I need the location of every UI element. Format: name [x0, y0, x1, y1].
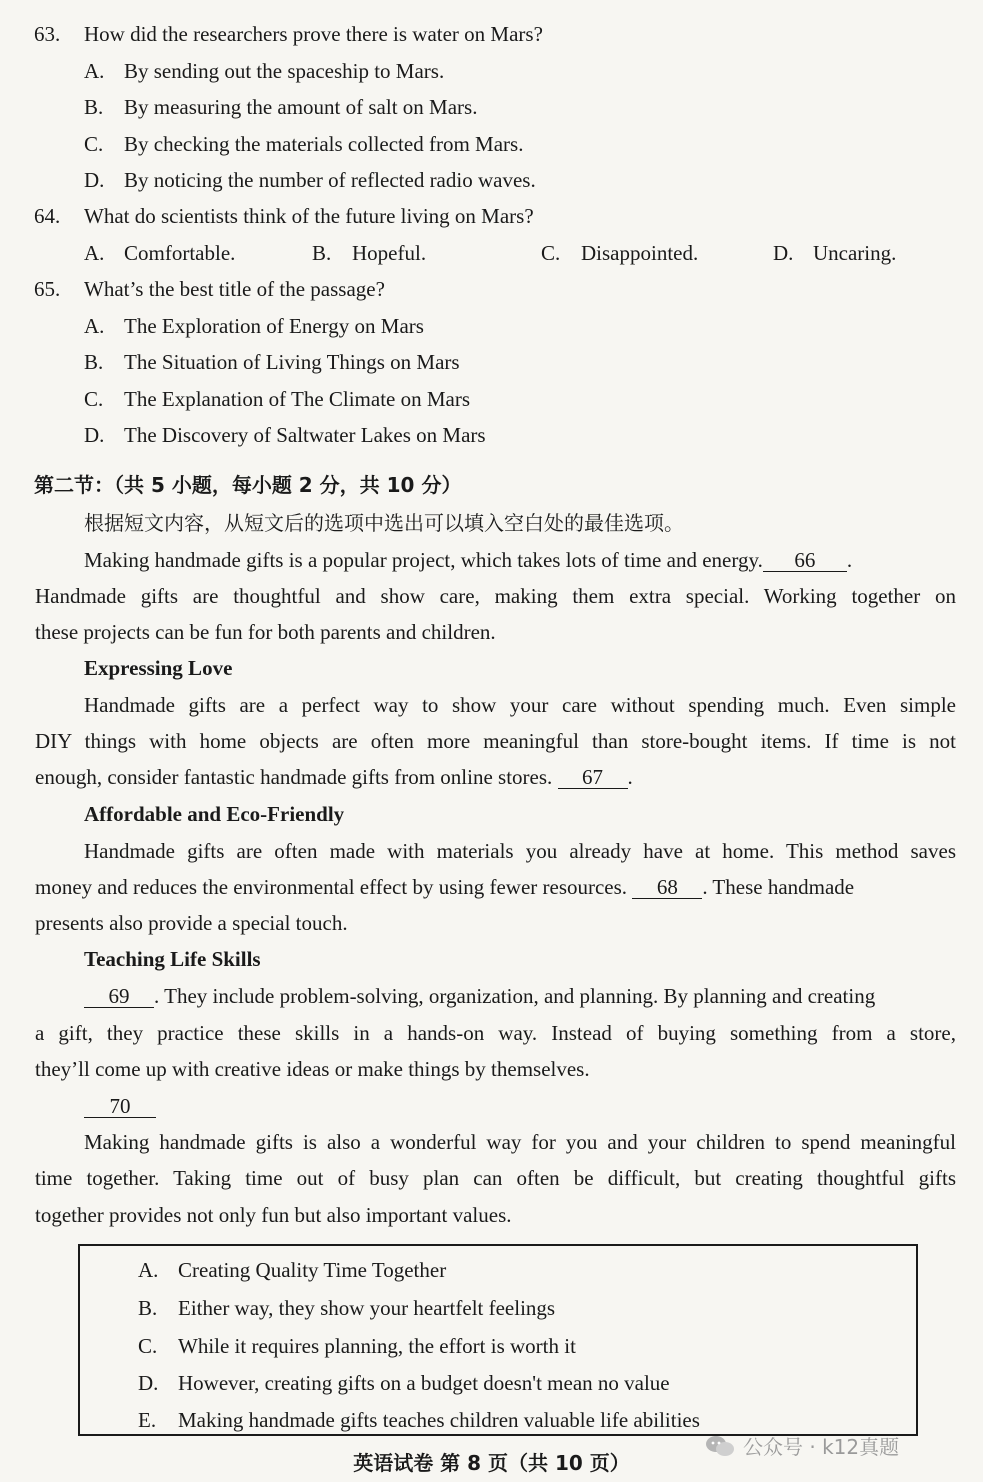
option-letter: D. [773, 241, 794, 265]
option [84, 422, 486, 448]
page-footer: 英语试卷 第 8 页（共 10 页） [353, 1451, 630, 1475]
question-stem: What’s the best title of the passage? [84, 277, 385, 301]
option [84, 240, 235, 266]
blank-66: 66 [763, 549, 847, 572]
option-letter: D. [84, 168, 105, 192]
option-text: Hopeful. [352, 241, 427, 265]
option [84, 94, 477, 120]
choice-letter: C. [138, 1334, 158, 1358]
blank-68: 68 [632, 876, 702, 899]
passage-line: Handmade gifts are often made with materials you already have at home. This method saves [84, 839, 956, 863]
option [84, 313, 424, 339]
choice [138, 1333, 576, 1359]
option-text: Disappointed. [581, 241, 699, 265]
choice-letter: E. [138, 1408, 157, 1432]
question-stem: How did the researchers prove there is water on Mars? [84, 22, 543, 46]
passage-line: together provides not only fun but also important values. [35, 1203, 512, 1227]
subheading: Expressing Love [84, 656, 233, 680]
choice [138, 1370, 670, 1396]
option-letter: C. [84, 387, 104, 411]
choice-letter: A. [138, 1258, 159, 1282]
passage-line: these projects can be fun for both parents and children. [35, 620, 496, 644]
passage-line: Handmade gifts are thoughtful and show care, making them extra special. Working together on [35, 584, 956, 608]
option-text: By sending out the spaceship to Mars. [124, 59, 445, 83]
option-text: The Situation of Living Things on Mars [124, 350, 460, 374]
option [84, 58, 444, 84]
option-letter: A. [84, 314, 105, 338]
option-text: By measuring the amount of salt on Mars. [124, 95, 478, 119]
choice [138, 1407, 700, 1433]
passage-text: . These handmade [702, 875, 855, 899]
option [84, 349, 460, 375]
passage-line: Handmade gifts are a perfect way to show your care without spending much. Even simple [84, 693, 956, 717]
option [84, 167, 536, 193]
option-text: The Exploration of Energy on Mars [124, 314, 424, 338]
subheading: Affordable and Eco-Friendly [84, 802, 345, 826]
option-text: The Discovery of Saltwater Lakes on Mars [124, 423, 486, 447]
option-text: By checking the materials collected from Mars. [124, 132, 524, 156]
passage-line [84, 547, 852, 573]
option [84, 131, 523, 157]
passage-line: DIY things with home objects are often more meaningful than store-bought items. If time is not [35, 729, 956, 753]
passage-line [84, 983, 956, 1009]
passage-line: Making handmade gifts is also a wonderful way for you and your children to spend meaningful [84, 1130, 956, 1154]
option-letter: C. [84, 132, 104, 156]
section-heading: 第二节：（共 5 小题，每小题 2 分，共 10 分） [34, 473, 462, 497]
blank-70: 70 [84, 1095, 156, 1118]
option [541, 240, 698, 266]
option-text: The Explanation of The Climate on Mars [124, 387, 471, 411]
passage-text: money and reduces the environmental effect by using fewer resources. [35, 875, 628, 899]
choice-letter: B. [138, 1296, 158, 1320]
choice-text: Creating Quality Time Together [178, 1258, 447, 1282]
choice-text: While it requires planning, the effort is worth it [178, 1334, 576, 1358]
wechat-icon [705, 1434, 735, 1458]
option-letter: B. [84, 95, 104, 119]
question-number: 65. [34, 277, 61, 301]
passage-line: they’ll come up with creative ideas or make things by themselves. [35, 1057, 590, 1081]
passage-text: Making handmade gifts is a popular project, which takes lots of time and energy. [84, 548, 763, 572]
option-text: By noticing the number of reflected radio waves. [124, 168, 536, 192]
question-number: 64. [34, 204, 61, 228]
question-number: 63. [34, 22, 61, 46]
passage-line [35, 874, 854, 900]
passage-text: . [846, 548, 853, 572]
choice-text: However, creating gifts on a budget doesn't mean no value [178, 1371, 670, 1395]
option [773, 240, 896, 266]
option-letter: B. [312, 241, 332, 265]
option-text: Comfortable. [124, 241, 236, 265]
subheading: Teaching Life Skills [84, 947, 261, 971]
passage-line: time together. Taking time out of busy plan can often be difficult, but creating thoughtful gifts [35, 1166, 956, 1190]
passage-line: presents also provide a special touch. [35, 911, 348, 935]
passage-text: . They include problem-solving, organization, and planning. By planning and creating [154, 984, 876, 1008]
option-letter: C. [541, 241, 561, 265]
option [312, 240, 426, 266]
question-stem: What do scientists think of the future living on Mars? [84, 204, 534, 228]
choice [138, 1295, 555, 1321]
passage-line [84, 1093, 156, 1119]
section-instruction: 根据短文内容，从短文后的选项中选出可以填入空白处的最佳选项。 [84, 511, 684, 535]
option-letter: B. [84, 350, 104, 374]
option-letter: A. [84, 59, 105, 83]
blank-69: 69 [84, 985, 154, 1008]
option [84, 386, 470, 412]
watermark [705, 1431, 899, 1460]
choices-box [78, 1244, 918, 1436]
watermark-text: 公众号 · k12真题 [743, 1435, 900, 1459]
passage-line [35, 764, 633, 790]
option-letter: A. [84, 241, 105, 265]
choice [138, 1257, 446, 1283]
passage-text: . [627, 765, 633, 789]
option-letter: D. [84, 423, 105, 447]
option-text: Uncaring. [813, 241, 897, 265]
choice-text: Either way, they show your heartfelt feelings [178, 1296, 556, 1320]
choice-text: Making handmade gifts teaches children valuable life abilities [178, 1408, 700, 1432]
passage-text: enough, consider fantastic handmade gifts from online stores. [35, 765, 553, 789]
choice-letter: D. [138, 1371, 159, 1395]
passage-line: a gift, they practice these skills in a hands-on way. Instead of buying something from a store, [35, 1021, 956, 1045]
blank-67: 67 [558, 766, 628, 789]
